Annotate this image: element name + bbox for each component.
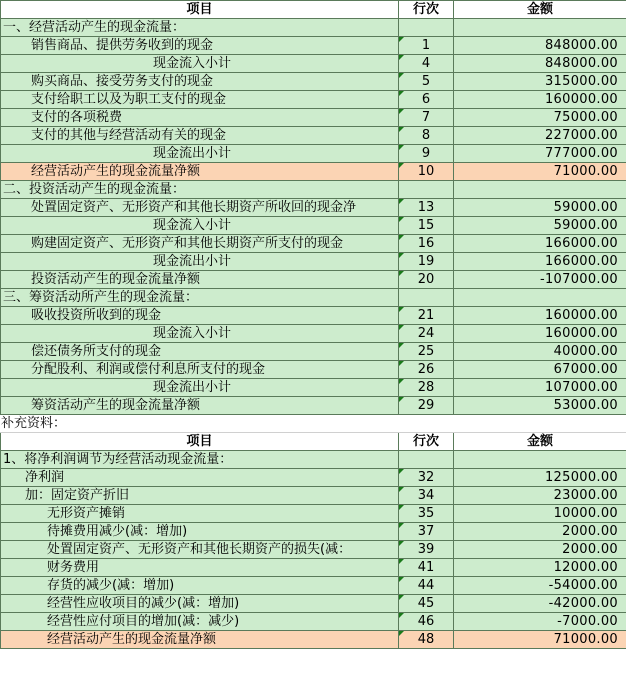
empty-row (1, 649, 626, 685)
table-row (1, 505, 626, 523)
line-cell[interactable]: 6 (399, 91, 454, 109)
amount-cell[interactable]: 227000.00 (454, 127, 626, 145)
table-row (1, 397, 626, 415)
amount-cell[interactable]: 40000.00 (454, 343, 626, 361)
supplement-row (1, 415, 626, 433)
item-cell[interactable]: 支付的各项税费 (1, 109, 399, 127)
table-row (1, 217, 626, 235)
header-line[interactable]: 行次 (399, 433, 454, 451)
amount-cell[interactable]: -54000.00 (454, 577, 626, 595)
item-cell[interactable]: 一、经营活动产生的现金流量： (1, 19, 399, 37)
amount-cell[interactable]: 166000.00 (454, 235, 626, 253)
item-cell[interactable]: 财务费用 (1, 559, 399, 577)
line-cell[interactable]: 46 (399, 613, 454, 631)
line-cell[interactable]: 39 (399, 541, 454, 559)
section-row (1, 19, 626, 37)
line-cell[interactable]: 34 (399, 487, 454, 505)
header-item[interactable]: 项目 (1, 1, 399, 19)
item-cell[interactable]: 吸收投资所收到的现金 (1, 307, 399, 325)
amount-cell[interactable]: -107000.00 (454, 271, 626, 289)
item-cell[interactable]: 购建固定资产、无形资产和其他长期资产所支付的现金 (1, 235, 399, 253)
table-row (1, 631, 626, 649)
header-item[interactable]: 项目 (1, 433, 399, 451)
line-cell[interactable]: 24 (399, 325, 454, 343)
line-cell[interactable]: 10 (399, 163, 454, 181)
amount-cell[interactable]: 12000.00 (454, 559, 626, 577)
line-cell[interactable] (399, 451, 454, 469)
table-row (1, 307, 626, 325)
table-header-2 (1, 433, 626, 451)
table-row (1, 487, 626, 505)
line-cell[interactable]: 48 (399, 631, 454, 649)
item-cell[interactable]: 购买商品、接受劳务支付的现金 (1, 73, 399, 91)
line-cell[interactable]: 28 (399, 379, 454, 397)
line-cell[interactable] (399, 289, 454, 307)
amount-cell[interactable]: 59000.00 (454, 199, 626, 217)
table-row (1, 109, 626, 127)
amount-cell[interactable]: 2000.00 (454, 541, 626, 559)
item-cell[interactable]: 存货的减少(减：增加) (1, 577, 399, 595)
table-row (1, 541, 626, 559)
amount-cell[interactable]: 315000.00 (454, 73, 626, 91)
line-cell[interactable]: 35 (399, 505, 454, 523)
table-row (1, 163, 626, 181)
line-cell[interactable]: 8 (399, 127, 454, 145)
item-cell[interactable]: 现金流入小计 (1, 325, 399, 343)
table-row (1, 127, 626, 145)
item-cell[interactable]: 分配股利、利润或偿付利息所支付的现金 (1, 361, 399, 379)
line-cell[interactable]: 44 (399, 577, 454, 595)
line-cell[interactable]: 26 (399, 361, 454, 379)
item-cell[interactable]: 待摊费用减少(减：增加) (1, 523, 399, 541)
amount-cell[interactable]: 71000.00 (454, 163, 626, 181)
header-amount[interactable]: 金额 (454, 1, 626, 19)
table-row (1, 577, 626, 595)
table-row (1, 343, 626, 361)
amount-cell[interactable]: 2000.00 (454, 523, 626, 541)
item-cell[interactable]: 三、筹资活动所产生的现金流量： (1, 289, 399, 307)
line-cell[interactable]: 45 (399, 595, 454, 613)
amount-cell[interactable]: 107000.00 (454, 379, 626, 397)
amount-cell[interactable]: 67000.00 (454, 361, 626, 379)
item-cell[interactable]: 筹资活动产生的现金流量净额 (1, 397, 399, 415)
item-cell[interactable]: 支付给职工以及为职工支付的现金 (1, 91, 399, 109)
table-row (1, 379, 626, 397)
table-row (1, 361, 626, 379)
line-cell[interactable]: 29 (399, 397, 454, 415)
amount-cell[interactable]: 160000.00 (454, 91, 626, 109)
line-cell[interactable]: 21 (399, 307, 454, 325)
amount-cell[interactable]: 125000.00 (454, 469, 626, 487)
line-cell[interactable]: 25 (399, 343, 454, 361)
line-cell[interactable]: 19 (399, 253, 454, 271)
line-cell[interactable]: 16 (399, 235, 454, 253)
header-amount[interactable]: 金额 (454, 433, 626, 451)
item-cell[interactable]: 支付的其他与经营活动有关的现金 (1, 127, 399, 145)
item-cell[interactable]: 经营性应付项目的增加(减：减少) (1, 613, 399, 631)
amount-cell[interactable]: -42000.00 (454, 595, 626, 613)
line-cell[interactable]: 15 (399, 217, 454, 235)
supplement-label[interactable]: 补充资料： (1, 415, 399, 433)
item-cell[interactable]: 经营活动产生的现金流量净额 (1, 163, 399, 181)
item-cell[interactable]: 现金流出小计 (1, 379, 399, 397)
amount-cell[interactable] (454, 181, 626, 199)
item-cell[interactable]: 1、将净利润调节为经营活动现金流量： (1, 451, 399, 469)
amount-cell[interactable] (454, 289, 626, 307)
item-cell[interactable]: 经营活动产生的现金流量净额 (1, 631, 399, 649)
item-cell[interactable]: 无形资产摊销 (1, 505, 399, 523)
item-cell[interactable]: 偿还债务所支付的现金 (1, 343, 399, 361)
table-row (1, 613, 626, 631)
item-cell[interactable]: 加：固定资产折旧 (1, 487, 399, 505)
line-cell[interactable]: 7 (399, 109, 454, 127)
table-row (1, 325, 626, 343)
table-row (1, 271, 626, 289)
amount-cell[interactable]: 777000.00 (454, 145, 626, 163)
amount-cell[interactable] (454, 451, 626, 469)
item-cell[interactable]: 二、投资活动产生的现金流量： (1, 181, 399, 199)
line-cell[interactable]: 20 (399, 271, 454, 289)
line-cell[interactable]: 1 (399, 37, 454, 55)
item-cell[interactable]: 现金流入小计 (1, 217, 399, 235)
amount-cell[interactable]: -7000.00 (454, 613, 626, 631)
item-cell[interactable]: 处置固定资产、无形资产和其他长期资产所收回的现金净 (1, 199, 399, 217)
amount-cell[interactable]: 160000.00 (454, 307, 626, 325)
line-cell[interactable]: 13 (399, 199, 454, 217)
amount-cell[interactable]: 23000.00 (454, 487, 626, 505)
line-cell[interactable] (399, 181, 454, 199)
table-row (1, 91, 626, 109)
amount-cell[interactable]: 53000.00 (454, 397, 626, 415)
table-row (1, 37, 626, 55)
item-cell[interactable]: 投资活动产生的现金流量净额 (1, 271, 399, 289)
amount-cell[interactable]: 10000.00 (454, 505, 626, 523)
table-row (1, 145, 626, 163)
item-cell[interactable]: 经营性应收项目的减少(减：增加) (1, 595, 399, 613)
table-row (1, 595, 626, 613)
item-cell[interactable]: 处置固定资产、无形资产和其他长期资产的损失(减： (1, 541, 399, 559)
section-row (1, 181, 626, 199)
section-row (1, 451, 626, 469)
amount-cell[interactable]: 160000.00 (454, 325, 626, 343)
table-row (1, 55, 626, 73)
line-cell[interactable]: 9 (399, 145, 454, 163)
line-cell[interactable]: 5 (399, 73, 454, 91)
amount-cell[interactable]: 166000.00 (454, 253, 626, 271)
item-cell[interactable]: 净利润 (1, 469, 399, 487)
table-row (1, 199, 626, 217)
table-row (1, 523, 626, 541)
amount-cell[interactable] (454, 19, 626, 37)
item-cell[interactable]: 现金流出小计 (1, 253, 399, 271)
item-cell[interactable]: 销售商品、提供劳务收到的现金 (1, 37, 399, 55)
line-cell[interactable] (399, 19, 454, 37)
line-cell[interactable]: 4 (399, 55, 454, 73)
table-row (1, 469, 626, 487)
table-row (1, 73, 626, 91)
table-header (1, 1, 626, 19)
section-row (1, 289, 626, 307)
amount-cell[interactable]: 75000.00 (454, 109, 626, 127)
table-row (1, 559, 626, 577)
table-row (1, 235, 626, 253)
line-cell[interactable]: 32 (399, 469, 454, 487)
amount-cell[interactable]: 848000.00 (454, 55, 626, 73)
line-cell[interactable]: 37 (399, 523, 454, 541)
line-cell[interactable]: 41 (399, 559, 454, 577)
amount-cell[interactable]: 59000.00 (454, 217, 626, 235)
amount-cell[interactable]: 848000.00 (454, 37, 626, 55)
item-cell[interactable]: 现金流入小计 (1, 55, 399, 73)
item-cell[interactable]: 现金流出小计 (1, 145, 399, 163)
table-row (1, 253, 626, 271)
amount-cell[interactable]: 71000.00 (454, 631, 626, 649)
header-line[interactable]: 行次 (399, 1, 454, 19)
